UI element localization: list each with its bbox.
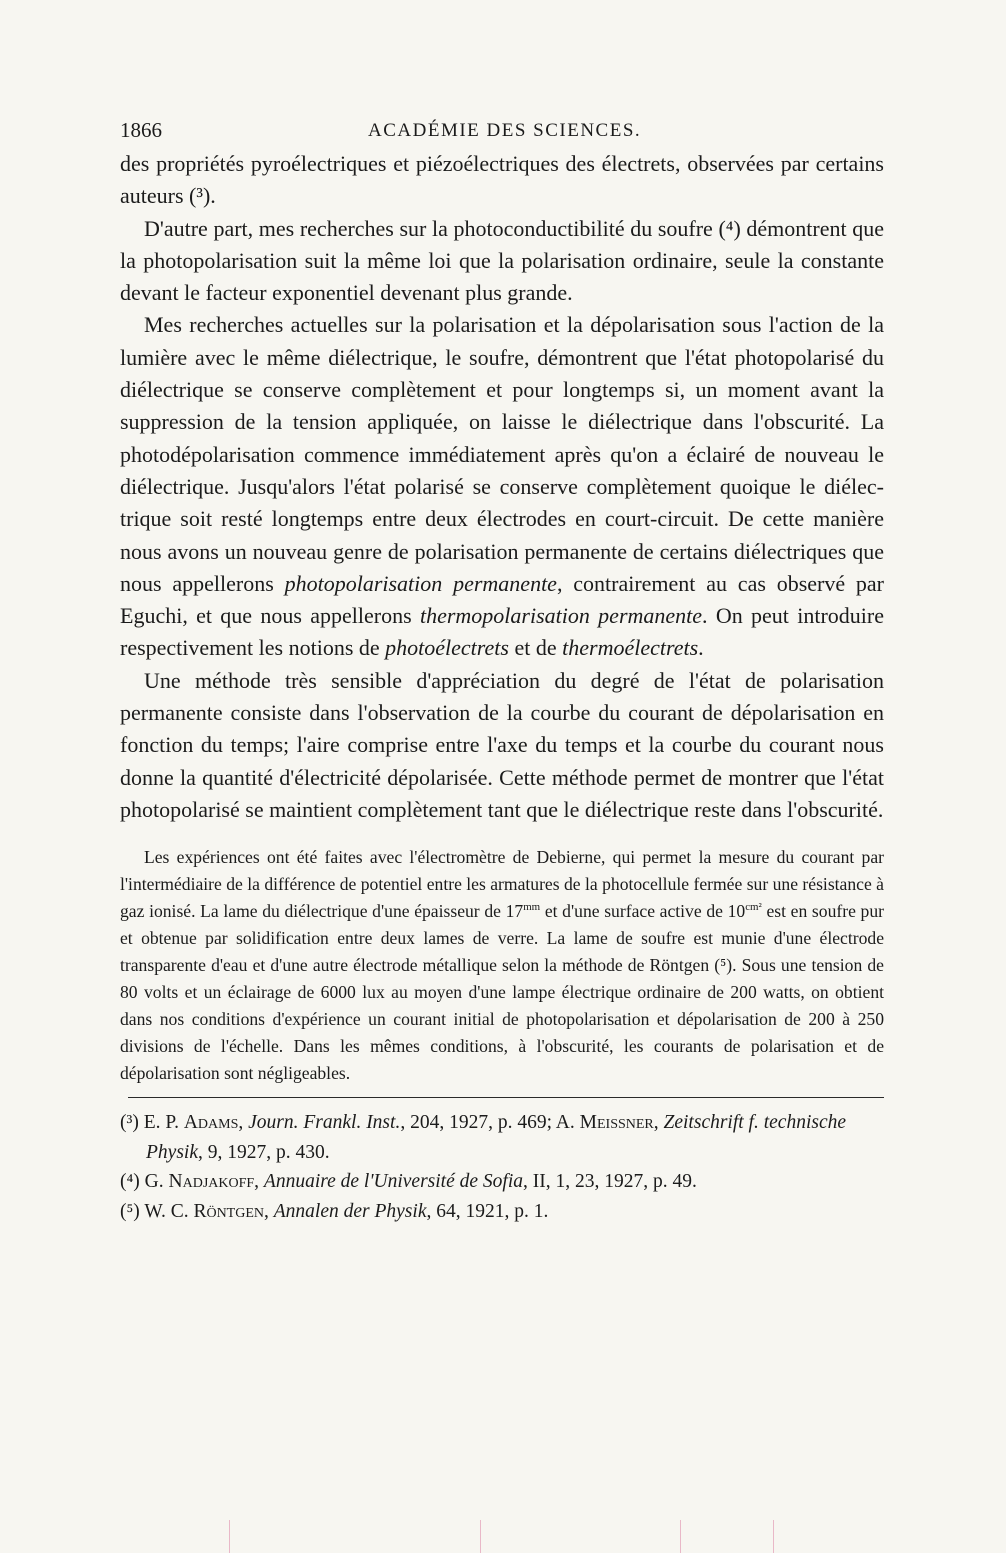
term-thermopolarisation: thermopolarisation permanente [419, 603, 703, 629]
experimental-note [120, 844, 884, 1087]
page-number: 1866 [120, 118, 162, 142]
footnote-5: (⁵) W. C. Röntgen, Annalen der Physik, 64, 1921, p. 1. [120, 1200, 549, 1222]
footnote-ref-5[interactable]: (⁵) [714, 955, 733, 976]
term-photopolarisation: photopolarisation permanente [284, 570, 557, 596]
paragraph-2: D'autre part, mes recherches sur la photoconductibilité du soufre (⁴) démontrent que la photopolarisation suit la même loi que la polarisation ordinaire, seule la constante devant le facteur exponentiel devenant plus grande. [120, 215, 884, 306]
running-title: ACADÉMIE DES SCIENCES. [368, 120, 642, 141]
footnotes [120, 1108, 884, 1226]
term-photoelectrets: photoélectrets [385, 635, 509, 661]
term-thermoelectrets: thermoélectrets [562, 635, 699, 661]
scan-artifact-line [480, 1520, 481, 1553]
scan-artifact-line [773, 1520, 774, 1553]
small-paragraph: Les expériences ont été faites avec l'électromètre de Debierne, qui permet la mesure du courant par l'intermédiaire de la différence de potentiel entre les armatures de la photocellule fermée sur une résistance à gaz ionisé. La lame du diélectrique d'une épaisseur de $17^{mm}$ et d'une surface active de $10^{cm^2}$ est en soufre pur et obtenue par solidification entre deux lames de verre. La lame de soufre est munie d'une électrode transparente d'eau et d'une autre électrode métallique selon la méthode de Röntgen (⁵). Sous une tension de 80 volts et un éclairage de 6000 lux au moyen d'une lampe électrique ordinaire de 200 watts, on obtient dans nos conditions d'expérience un courant initial de photopolarisation et dépolarisation de 200 à 250 divisions de l'échelle. Dans les mêmes conditions, à l'obscurité, les courants de polarisation et de dépolarisation sont négligeables. [120, 847, 885, 1084]
paragraph-1: des propriétés pyroélectriques et piézoélectriques des électrets, observées par certains auteurs (³). [120, 151, 884, 209]
paragraph-3: Mes recherches actuelles sur la polarisation et la dépolarisation sous l'action de la lumière avec le même diélectrique, le soufre, démontrent que l'état photopolarisé du diélectrique se conserve complètement et pour longtemps si, un moment avant la suppression de la tension appliquée, on laisse le diélectrique dans l'obscurité. La photodépolarisation commence immédiatement après qu'on a éclairé de nouveau le diélectrique. Jusqu'alors l'état polarisé se conserve complètement quoique le diélectrique soit resté longtemps entre deux électrodes en court-circuit. De cette manière nous avons un nouveau genre de polarisation permanente de certains diélectriques que nous appellerons photopolarisation permanente, contrairement au cas observé par Eguchi, et que nous appellerons thermopolarisation permanente. On peut introduire respectivement les notions de photoélectrets et de thermoélectrets. [120, 312, 885, 661]
scan-artifact-line [680, 1520, 681, 1553]
scan-artifact-line [229, 1520, 230, 1553]
paragraph-4: Une méthode très sensible d'appréciation du degré de l'état de polarisation permanente consiste dans l'observation de la courbe du courant de dépolarisation en fonction du temps; l'aire comprise entre l'axe du temps et la courbe du courant nous donne la quantité d'électricité dépolarisée. Cette méthode permet de montrer que l'état photopolarisé se maintient complètement tant que le diélectrique reste dans l'obscurité. [120, 667, 884, 822]
footnote-divider [128, 1097, 884, 1098]
unit-mm: mm [523, 901, 541, 914]
footnote-4: (⁴) G. Nadjakoff, Annuaire de l'Université de Sofia, II, 1, 23, 1927, p. 49. [120, 1171, 697, 1193]
main-text [120, 148, 884, 826]
unit-cm2: cm² [745, 901, 762, 914]
footnote-ref-3[interactable]: (³) [189, 183, 211, 209]
footnote-ref-4[interactable]: (⁴) [718, 215, 741, 241]
footnote-3: (³) E. P. Adams, Journ. Frankl. Inst., 204, 1927, p. 469; A. Meissner, Zeitschrift f. technische Physik, 9, 1927, p. 430. [120, 1112, 847, 1163]
page-header [120, 118, 884, 148]
page [120, 118, 884, 1226]
